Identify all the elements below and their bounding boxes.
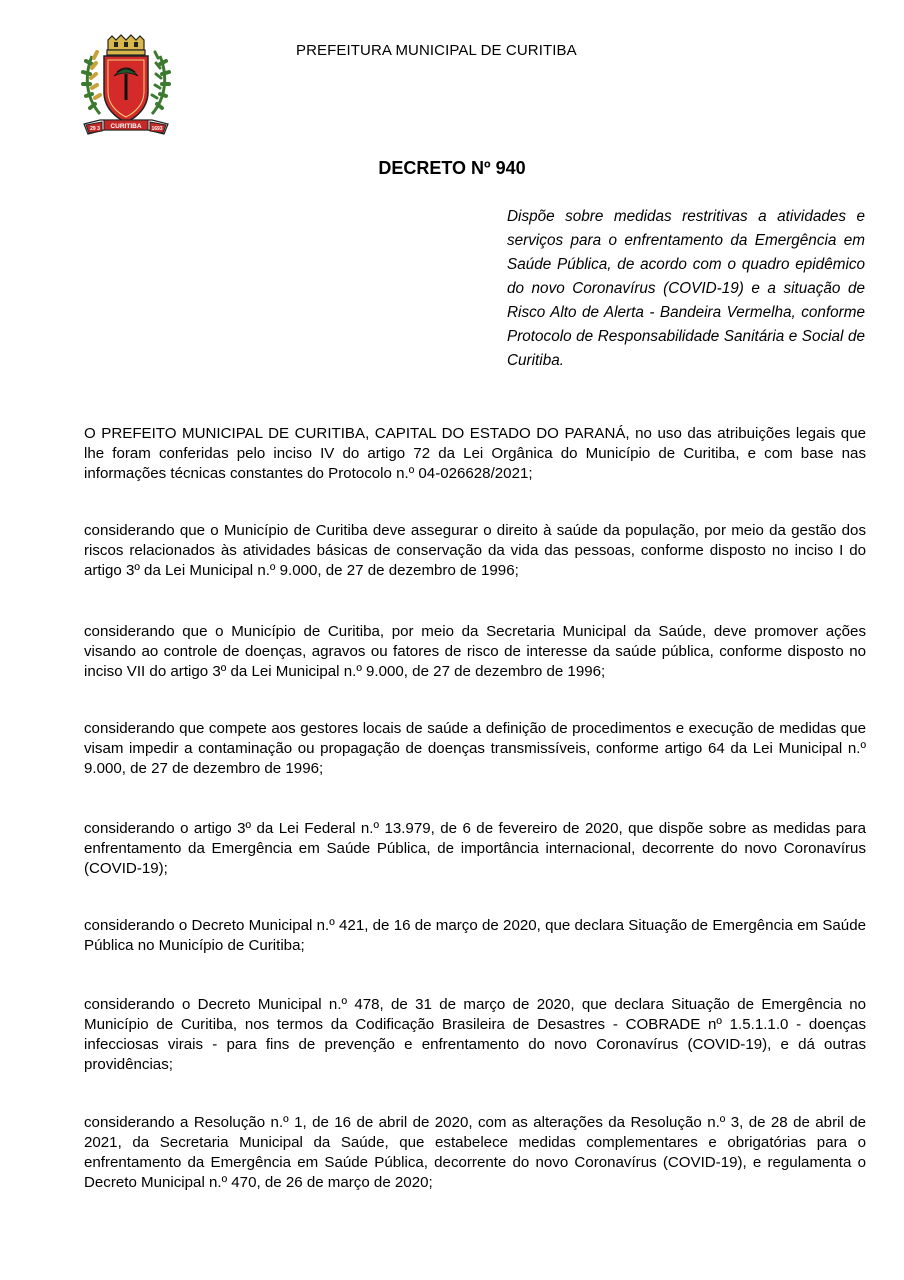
decree-ementa: Dispõe sobre medidas restritivas a atividades e serviços para o enfrentamento da Emergência em Saúde Pública, de acordo com o quadro epidêmico do novo Coronavírus (COVID-19) e a situação de Risco Alto de Alerta - Bandeira Vermelha, conforme Protocolo de Responsabilidade Sanitária e Social de Curitiba. xyxy=(507,208,865,369)
crest-banner-text: CURITIBA xyxy=(110,123,142,130)
considerando-paragraph-6: considerando o Decreto Municipal n.º 478, de 31 de março de 2020, que declara Situação de Emergência no Município de Curitiba, nos termos da Codificação Brasileira de Desastres - COBRADE nº 1.5.1.1.0 - doenças infecciosas virais - para fins de prevenção e enfrentamento do novo Coronavírus (COVID-19), e dá outras providências; xyxy=(84,996,866,1073)
considerando-paragraph-4: considerando o artigo 3º da Lei Federal n.º 13.979, de 6 de fevereiro de 2020, que dispõe sobre as medidas para enfrentamento da Emergência em Saúde Pública, de importância internacional, decorrente do novo Coronavírus (COVID-19); xyxy=(84,820,866,877)
considerando-paragraph-2: considerando que o Município de Curitiba, por meio da Secretaria Municipal da Saúde, deve promover ações visando ao controle de doenças, agravos ou fatores de risco de interesse da saúde pública, conforme disposto no inciso VII do artigo 3º da Lei Municipal n.º 9.000, de 27 de dezembro de 1996; xyxy=(84,623,866,680)
considerando-paragraph-1: considerando que o Município de Curitiba deve assegurar o direito à saúde da população, por meio da gestão dos riscos relacionados às atividades básicas de conservação da vida das pessoas, conforme disposto no inciso I do artigo 3º da Lei Municipal n.º 9.000, de 27 de dezembro de 1996; xyxy=(84,522,866,579)
considerando-paragraph-3: considerando que compete aos gestores locais de saúde a definição de procedimentos e execução de medidas que visam impedir a contaminação ou propagação de doenças transmissíveis, conforme artigo 64 da Lei Municipal n.º 9.000, de 27 de dezembro de 1996; xyxy=(84,720,866,777)
considerando-paragraph-7: considerando a Resolução n.º 1, de 16 de abril de 2020, com as alterações da Resolução n.º 3, de 28 de abril de 2021, da Secretaria Municipal da Saúde, que estabelece medidas complementares e obrigatórias para o enfrentamento da Emergência em Saúde Pública, decorrente do novo Coronavírus (COVID-19), e regulamenta o Decreto Municipal n.º 470, de 26 de março de 2020; xyxy=(84,1114,866,1191)
crest-year-right: 1693 xyxy=(151,126,163,132)
decree-title: DECRETO Nº 940 xyxy=(378,158,526,178)
curitiba-coat-of-arms-icon xyxy=(78,34,174,140)
institution-header: PREFEITURA MUNICIPAL DE CURITIBA xyxy=(296,42,577,59)
preamble-paragraph: O PREFEITO MUNICIPAL DE CURITIBA, CAPITAL DO ESTADO DO PARANÁ, no uso das atribuições legais que lhe foram conferidas pelo inciso IV do artigo 72 da Lei Orgânica do Município de Curitiba, e com base nas informações técnicas constantes do Protocolo n.º 04-026628/2021; xyxy=(84,425,866,482)
considerando-paragraph-5: considerando o Decreto Municipal n.º 421, de 16 de março de 2020, que declara Situação de Emergência em Saúde Pública no Município de Curitiba; xyxy=(84,917,866,954)
crest-year-left: 29 3 xyxy=(90,126,100,132)
